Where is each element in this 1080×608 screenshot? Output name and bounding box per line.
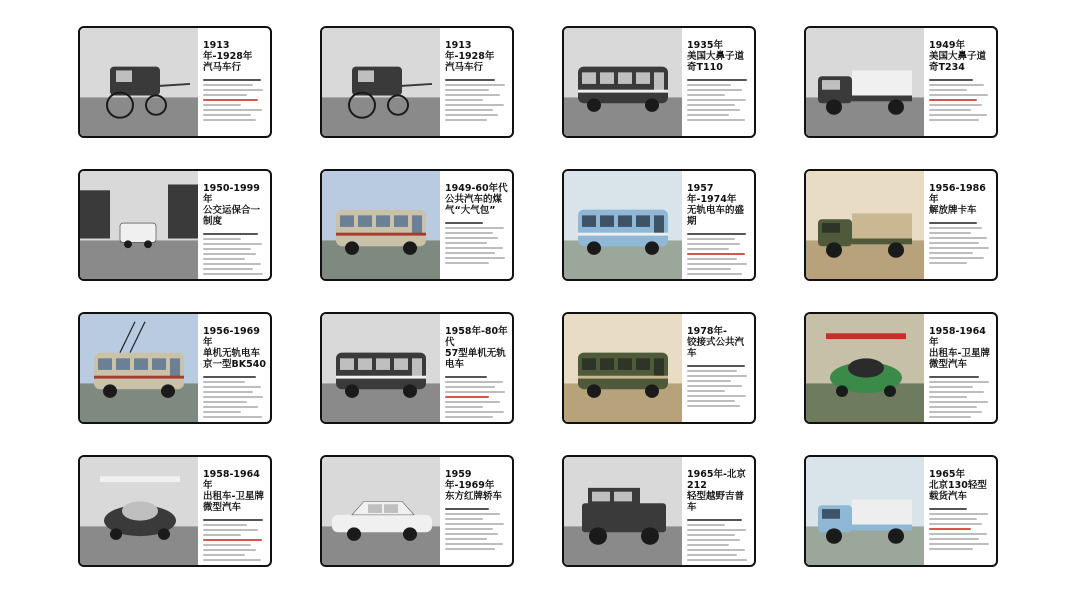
slide-title: 1949-60年代 公共汽车的煤气“大气包”	[445, 183, 508, 216]
text-line	[687, 390, 725, 392]
slide-card[interactable]	[804, 455, 998, 567]
text-line	[929, 381, 989, 383]
vehicle-photo	[806, 28, 924, 136]
text-line	[929, 528, 971, 530]
text-line	[929, 109, 971, 111]
text-line	[929, 227, 982, 229]
slide-title: 1958-1964年 出租车-卫星牌微型汽车	[929, 326, 990, 370]
text-line	[929, 89, 967, 91]
slide-title: 1935年 美国大鼻子道奇T110	[687, 40, 745, 73]
vehicle-photo	[806, 314, 924, 422]
slide-title: 1965年-北京212 轻型越野吉普车	[687, 469, 746, 513]
text-line	[687, 370, 737, 372]
text-line	[203, 406, 258, 408]
vehicle-photo	[806, 457, 924, 565]
slide-title: 1949年 美国大鼻子道奇T234	[929, 40, 987, 73]
slide-card[interactable]	[78, 169, 272, 281]
text-line	[687, 549, 745, 551]
text-line	[445, 406, 483, 408]
text-line	[929, 252, 973, 254]
slide-info	[198, 457, 270, 565]
text-line	[445, 523, 504, 525]
text-line	[445, 109, 493, 111]
text-line	[929, 416, 971, 418]
text-line	[445, 222, 483, 224]
text-line	[445, 99, 483, 101]
body-text-lines	[687, 233, 750, 275]
text-line	[445, 94, 500, 96]
slide-info	[682, 314, 754, 422]
text-line	[203, 534, 241, 536]
vehicle-photo	[322, 28, 440, 136]
text-line	[203, 119, 256, 121]
slide-card[interactable]	[320, 26, 514, 138]
text-line	[929, 396, 967, 398]
vehicle-photo	[322, 314, 440, 422]
slide-card[interactable]	[562, 26, 756, 138]
text-line	[687, 539, 740, 541]
text-line	[445, 257, 505, 259]
slide-title: 1913年-1928年 汽马车行	[445, 40, 495, 73]
text-line	[687, 554, 737, 556]
text-line	[687, 89, 742, 91]
text-line	[445, 543, 503, 545]
slide-info	[682, 28, 754, 136]
text-line	[687, 268, 731, 270]
slide-info	[198, 28, 270, 136]
text-line	[445, 538, 487, 540]
text-line	[203, 549, 256, 551]
slide-card[interactable]	[320, 312, 514, 424]
text-line	[445, 119, 487, 121]
slide-title: 1950-1999年 公交运保合一制度	[203, 183, 261, 227]
slide-info	[924, 171, 996, 279]
vehicle-photo	[806, 171, 924, 279]
text-line	[929, 401, 988, 403]
text-line	[929, 406, 977, 408]
text-line	[929, 523, 982, 525]
text-line	[445, 416, 493, 418]
text-line	[445, 232, 493, 234]
text-line	[203, 109, 262, 111]
vehicle-photo	[564, 171, 682, 279]
slide-title: 1958年-80年代 57型单机无轨电车	[445, 326, 508, 370]
vehicle-photo	[564, 28, 682, 136]
text-line	[203, 401, 247, 403]
slide-info	[440, 28, 512, 136]
text-line	[445, 104, 504, 106]
slide-card[interactable]	[562, 312, 756, 424]
text-line	[445, 242, 487, 244]
text-line	[445, 411, 504, 413]
text-line	[203, 268, 253, 270]
text-line	[445, 79, 495, 81]
text-line	[687, 109, 740, 111]
text-line	[929, 411, 982, 413]
text-line	[687, 544, 729, 546]
slide-card[interactable]	[78, 26, 272, 138]
text-line	[687, 405, 740, 407]
text-line	[687, 84, 731, 86]
text-line	[929, 386, 973, 388]
slide-info	[198, 314, 270, 422]
text-line	[929, 99, 977, 101]
vehicle-photo	[80, 171, 198, 279]
text-line	[203, 519, 263, 521]
text-line	[445, 262, 489, 264]
text-line	[929, 119, 979, 121]
body-text-lines	[203, 233, 266, 275]
text-line	[445, 89, 489, 91]
text-line	[687, 273, 742, 275]
text-line	[203, 258, 245, 260]
text-line	[687, 395, 746, 397]
text-line	[929, 376, 979, 378]
text-line	[203, 263, 261, 265]
text-line	[687, 253, 745, 255]
body-text-lines	[687, 365, 750, 407]
text-line	[203, 391, 253, 393]
slide-info	[440, 457, 512, 565]
text-line	[687, 243, 740, 245]
text-line	[929, 533, 987, 535]
body-text-lines	[687, 519, 750, 561]
text-line	[929, 262, 967, 264]
vehicle-photo	[80, 28, 198, 136]
text-line	[203, 529, 258, 531]
text-line	[445, 396, 489, 398]
text-line	[687, 519, 742, 521]
text-line	[203, 248, 251, 250]
slide-card[interactable]	[804, 169, 998, 281]
body-text-lines	[445, 79, 508, 121]
text-line	[203, 411, 241, 413]
text-line	[687, 534, 735, 536]
text-line	[445, 533, 498, 535]
text-line	[929, 222, 977, 224]
text-line	[203, 273, 263, 275]
text-line	[445, 237, 498, 239]
text-line	[687, 365, 745, 367]
text-line	[203, 89, 263, 91]
text-line	[687, 233, 746, 235]
text-line	[929, 518, 977, 520]
text-line	[203, 416, 262, 418]
text-line	[929, 543, 989, 545]
slide-card[interactable]	[562, 455, 756, 567]
text-line	[445, 508, 489, 510]
slide-info	[440, 314, 512, 422]
text-line	[445, 513, 500, 515]
slide-title: 1957年-1974年 无轨电车的盛期	[687, 183, 745, 227]
text-line	[929, 242, 979, 244]
text-line	[687, 248, 729, 250]
text-line	[203, 243, 262, 245]
vehicle-photo	[322, 171, 440, 279]
slide-info	[682, 171, 754, 279]
text-line	[445, 381, 503, 383]
text-line	[687, 94, 725, 96]
text-line	[445, 518, 483, 520]
body-text-lines	[687, 79, 750, 121]
slide-title: 1959年-1969年 东方红牌轿车	[445, 469, 503, 502]
text-line	[203, 396, 263, 398]
text-line	[203, 381, 245, 383]
text-line	[203, 233, 258, 235]
text-line	[203, 544, 251, 546]
vehicle-photo	[564, 314, 682, 422]
slide-info	[924, 314, 996, 422]
body-text-lines	[929, 222, 992, 264]
text-line	[445, 391, 505, 393]
body-text-lines	[929, 79, 992, 121]
body-text-lines	[929, 376, 992, 418]
text-line	[445, 386, 495, 388]
text-line	[203, 238, 241, 240]
text-line	[203, 99, 258, 101]
text-line	[929, 114, 987, 116]
text-line	[929, 247, 989, 249]
text-line	[687, 238, 735, 240]
text-line	[203, 84, 253, 86]
text-line	[929, 104, 982, 106]
text-line	[445, 401, 500, 403]
text-line	[687, 79, 747, 81]
body-text-lines	[203, 376, 266, 418]
text-line	[687, 258, 737, 260]
text-line	[445, 252, 495, 254]
text-line	[687, 400, 735, 402]
text-line	[203, 114, 251, 116]
body-text-lines	[445, 376, 508, 418]
text-line	[687, 263, 747, 265]
text-line	[445, 376, 487, 378]
slide-info	[682, 457, 754, 565]
text-line	[929, 257, 984, 259]
slide-info	[198, 171, 270, 279]
text-line	[445, 528, 493, 530]
slide-info	[440, 171, 512, 279]
slide-card[interactable]	[320, 169, 514, 281]
body-text-lines	[203, 79, 266, 121]
text-line	[445, 84, 505, 86]
text-line	[929, 538, 979, 540]
slide-grid	[78, 26, 1002, 568]
slide-info	[924, 457, 996, 565]
text-line	[929, 79, 973, 81]
text-line	[445, 548, 495, 550]
text-line	[203, 94, 247, 96]
text-line	[203, 253, 256, 255]
text-line	[445, 247, 503, 249]
text-line	[687, 559, 747, 561]
text-line	[203, 79, 261, 81]
slide-card[interactable]	[562, 169, 756, 281]
text-line	[687, 385, 742, 387]
text-line	[687, 524, 725, 526]
text-line	[203, 524, 247, 526]
text-line	[203, 559, 261, 561]
slide-title: 1965年 北京130轻型载货汽车	[929, 469, 987, 502]
text-line	[929, 84, 984, 86]
text-line	[929, 391, 984, 393]
text-line	[929, 94, 988, 96]
text-line	[203, 539, 262, 541]
slide-card[interactable]	[78, 455, 272, 567]
text-line	[929, 513, 988, 515]
slide-title: 1956-1969年 单机无轨电车 京一型BK540	[203, 326, 266, 370]
slide-title: 1913年-1928年 汽马车行	[203, 40, 253, 73]
slide-title: 1978年- 铰接式公共汽车	[687, 326, 745, 359]
text-line	[445, 227, 504, 229]
text-line	[929, 548, 973, 550]
slide-card[interactable]	[804, 26, 998, 138]
text-line	[687, 119, 745, 121]
slide-title: 1956-1986年 解放牌卡车	[929, 183, 986, 216]
text-line	[203, 554, 245, 556]
text-line	[445, 114, 498, 116]
text-line	[687, 529, 746, 531]
vehicle-photo	[564, 457, 682, 565]
vehicle-photo	[80, 457, 198, 565]
slide-info	[924, 28, 996, 136]
body-text-lines	[929, 508, 992, 550]
text-line	[687, 99, 746, 101]
body-text-lines	[203, 519, 266, 561]
text-line	[929, 232, 971, 234]
text-line	[203, 376, 256, 378]
text-line	[203, 104, 241, 106]
text-line	[687, 104, 735, 106]
text-line	[687, 114, 729, 116]
text-line	[929, 508, 967, 510]
vehicle-photo	[322, 457, 440, 565]
text-line	[687, 375, 747, 377]
text-line	[929, 237, 987, 239]
vehicle-photo	[80, 314, 198, 422]
text-line	[687, 380, 731, 382]
text-line	[203, 386, 261, 388]
body-text-lines	[445, 508, 508, 550]
body-text-lines	[445, 222, 508, 264]
slide-card[interactable]	[78, 312, 272, 424]
slide-title: 1958-1964年 出租车-卫星牌微型汽车	[203, 469, 264, 513]
slide-card[interactable]	[320, 455, 514, 567]
slide-card[interactable]	[804, 312, 998, 424]
